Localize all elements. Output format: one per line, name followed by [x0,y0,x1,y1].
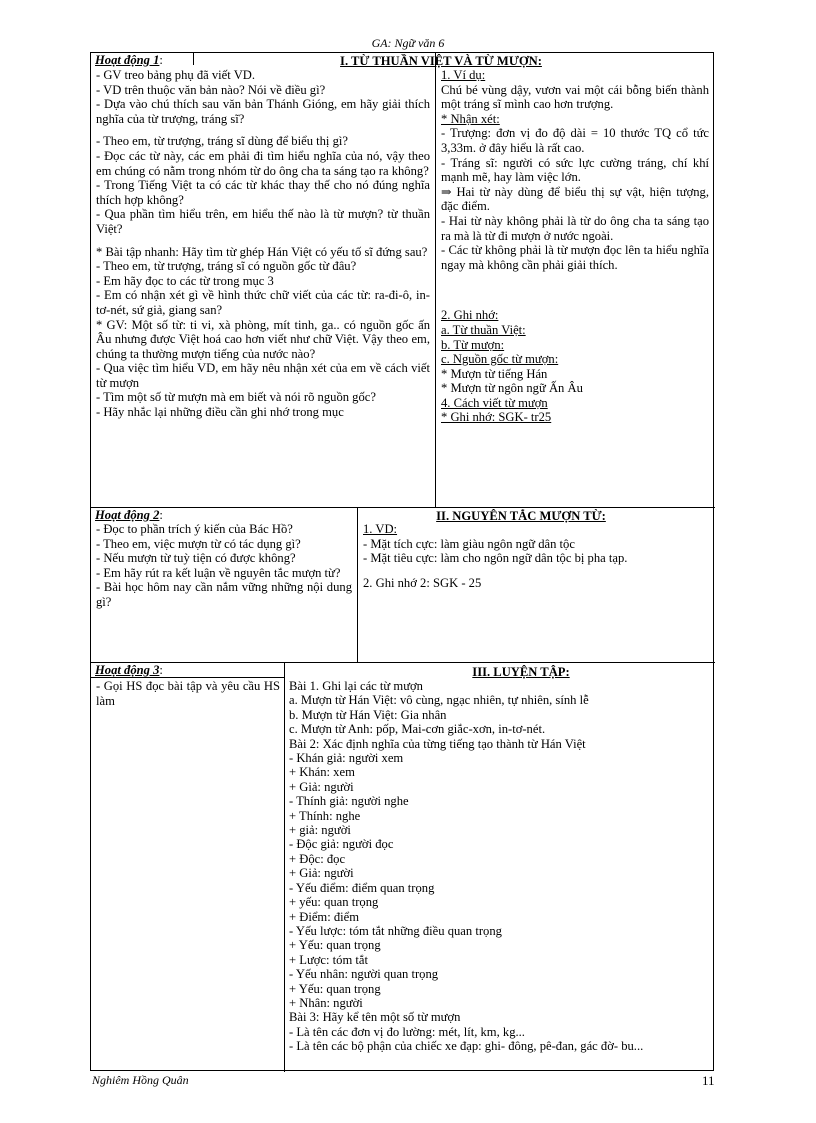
question-line: - Theo em, từ trượng, tráng sĩ dùng để biểu thị gì? [96,134,348,149]
section-1-title: I. TỪ THUẦN VIỆT VÀ TỪ MƯỢN: [340,54,542,68]
content-line: a. Mượn từ Hán Việt: vô cùng, ngạc nhiên, tự nhiên, sính lễ [289,693,589,708]
content-line: - Yếu lược: tóm tắt những điều quan trọng [289,923,502,938]
page-number: 11 [702,1073,715,1088]
content-line: - Độc giả: người đọc [289,837,394,852]
content-line: + Nhân: người [289,995,363,1010]
content-line: ⇒ Hai từ này dùng để biểu thị sự vật, hiện tượng, đặc điểm. [441,184,709,214]
content-line: - Mặt tiêu cực: làm cho ngôn ngữ dân tộc bị pha tạp. [363,551,628,566]
page-header: GA: Ngữ văn 6 [371,36,445,50]
content-line: - Các từ không phải là từ mượn đọc lên ta hiểu nghĩa ngay mà không cần phải giải thích. [441,243,709,272]
content-line: - Trượng: đơn vị đo độ dài = 10 thước TQ cổ tức 3,33m. ở đây hiểu là rất cao. [441,126,709,155]
content-line: 1. VD: [363,522,398,536]
section-3-title: III. LUYỆN TẬP: [472,665,570,679]
question-line: - Em có nhận xét gì về hình thức chữ viết của các từ: ra-đi-ô, in-tơ-nét, sứ giả, giang san? [96,288,430,317]
content-line: * Ghi nhớ: SGK- tr25 [441,410,552,425]
question-line: - Theo em, việc mượn từ có tác dụng gì? [96,536,301,551]
content-line: - Yếu nhân: người quan trọng [289,967,439,982]
section-3-content-column [289,679,711,1071]
content-line: 2. Ghi nhớ 2: SGK - 25 [363,575,482,590]
content-line: + Giả: người [289,779,354,794]
question-line: - Dựa vào chú thích sau văn bản Thánh Gióng, em hãy giải thích nghĩa của từ trượng, tráng sĩ? [96,97,430,126]
question-line: - Trong Tiếng Việt ta có các từ khác thay thế cho nó đúng nghĩa thích hợp không? [96,178,430,207]
content-line: - Tráng sĩ: người có sức lực cường tráng, chí khí mạnh mẽ, hay làm việc lớn. [441,155,709,185]
content-line: + Khán: xem [289,765,355,780]
content-line: Bài 2: Xác định nghĩa của từng tiếng tạo thành từ Hán Việt [289,736,586,751]
question-line: - Nếu mượn từ tuỳ tiện có được không? [96,551,296,566]
section-2-teacher-column [96,522,352,662]
content-line: + Độc: đọc [289,851,346,866]
content-line: 1. Ví dụ: [441,68,486,82]
question-line: - Theo em, từ trượng, tráng sĩ có nguồn gốc từ đâu? [96,259,357,274]
content-line: - Là tên các bộ phận của chiếc xe đạp: ghi- đông, pê-đan, gác đờ- bu... [289,1039,644,1054]
content-line: + Yếu: quan trọng [289,981,381,996]
activity-2-label: Hoạt động 2 [95,508,160,522]
content-line: - Hai từ này không phải là từ do ông cha ta sáng tạo ra mà là từ đi mượn ở nước ngoài. [441,213,709,243]
question-line: - Em hãy đọc to các từ trong mục 3 [96,273,274,288]
section-2-title: II. NGUYÊN TẮC MƯỢN TỪ: [436,509,606,523]
content-line: b. Từ mượn: [441,337,505,352]
divider [435,53,436,507]
question-line: - Qua việc tìm hiểu VD, em hãy nêu nhận xét của em về cách viết từ mượn [96,361,430,390]
content-line: + Lược: tóm tắt [289,952,368,967]
section-1-content-column [441,68,709,506]
section-3-teacher-column [96,679,280,719]
question-line: - Hãy nhắc lại những điều cần ghi nhớ trong mục [96,405,344,420]
section-1-teacher-column [96,68,430,506]
content-line: + yếu: quan trọng [289,895,379,910]
content-line: a. Từ thuần Việt: [441,322,526,337]
question-line: - Bài học hôm nay cần nắm vững những nội dung gì? [96,580,352,609]
section-2-content-column [363,522,709,662]
divider [91,677,284,678]
content-line: Bài 1. Ghi lại các từ mượn [289,679,423,693]
content-line: * Mượn từ tiếng Hán [441,366,548,381]
content-line: 4. Cách viết từ mượn [441,395,548,410]
content-line: + giả: người [289,823,351,838]
question-line: - Tìm một số từ mượn mà em biết và nói rõ nguồn gốc? [96,390,376,405]
content-line: * Nhận xét: [441,111,500,126]
content-line: + Thính: nghe [289,808,361,823]
content-line: 2. Ghi nhớ: [441,308,499,323]
question-line: - Đọc to phần trích ý kiến của Bác Hồ? [96,522,293,536]
content-line: + Điểm: điểm [289,909,360,924]
divider [284,662,285,1072]
content-line: b. Mượn từ Hán Việt: Gia nhân [289,707,447,722]
content-line: Chú bé vùng dậy, vươn vai một cái bỗng biến thành một tráng sĩ mình cao hơn trượng. [441,82,709,112]
content-line: * Mượn từ ngôn ngữ Ấn Âu [441,381,583,396]
content-line: - Là tên các đơn vị đo lường: mét, lít, km, kg... [289,1024,525,1039]
content-line: c. Nguồn gốc từ mượn: [441,352,559,367]
content-line: + Giả: người [289,866,354,881]
author-name: Nghiêm Hồng Quân [92,1073,189,1087]
activity-1-label: Hoạt động 1 [95,53,160,67]
content-line: Bài 3: Hãy kể tên một số từ mượn [289,1010,461,1025]
question-line: - Gọi HS đọc bài tập và yêu cầu HS làm [96,679,280,708]
question-line: * GV: Một số từ: ti vi, xà phòng, mít tinh, ga.. có nguồn gốc ấn Âu nhưng được Việt hoá cao hơn viết như chữ Việt. Vậy theo em, chúng ta thường mượn tiếng của nước nào? [96,317,430,361]
lesson-table: Hoạt động 1: I. TỪ THUẦN VIỆT VÀ TỪ MƯỢN: - GV treo bảng phụ đã viết VD. - VD trên thuộc văn bản nào? Nói về điều gì? - Dựa vào chú thích sau văn bản Thánh Gióng, em hãy giải thích nghĩa của từ trượng, tráng sĩ? - Theo em, từ trượng, tráng sĩ dùng để biểu thị gì? - Đọc các từ này, các em phải đi tìm hiểu nghĩa của nó, vậy theo em chúng có nằm trong nhóm từ do ông cha ta sáng tạo ra không? - Trong Tiếng Việt ta có các từ khác thay thế cho nó đúng nghĩa thích hợp không? - Qua phần tìm hiểu trên, em hiểu thế nào là từ mượn? từ thuần Việt? * Bài tập nhanh: Hãy tìm từ ghép Hán Việt có yếu tố sĩ đứng sau? - Theo em, từ trượng, tráng sĩ có nguồn gốc từ đâu? - Em hãy đọc to các từ trong mục 3 - Em có nhận xét gì về hình thức chữ viết của các từ: ra-đi-ô, in-tơ-nét, sứ giả, giang san? * GV: Một số từ: ti vi, xà phòng, mít tinh, ga.. có nguồn gốc ấn Âu nhưng được Việt hoá cao hơn viết như chữ Việt. Vậy theo em, chúng ta thường mượn tiếng của nước nào? - Qua việc tìm hiểu VD, em hãy nêu nhận xét của em về cách viết từ mượn - Tìm một số từ mượn mà em biết và nói rõ nguồn gốc? - Hãy nhắc lại những điều cần ghi nhớ trong mục 1. Ví dụ: Chú bé vùng dậy, vươn vai một cái bỗng biến thành một tráng sĩ mình cao hơn trượng. * Nhận xét: - Trượng: đơn vị đo độ dài = 10 thước TQ cổ tức 3,33m. ở đây hiểu là rất cao. - Tráng sĩ: người có sức lực cường tráng, chí khí mạnh mẽ, hay làm việc lớn. ⇒ Hai từ này dùng để biểu thị sự vật, hiện tượng, đặc điểm. - Hai từ này không phải là từ do ông cha ta sáng tạo ra mà là từ đi mượn ở nước ngoài. - Các từ không phải là từ mượn đọc lên ta hiểu nghĩa ngay mà không cần phải giải thích. 2. Ghi nhớ: a. Từ thuần Việt: b. Từ mượn: c. Nguồn gốc từ mượn: * Mượn từ tiếng Hán * Mượn từ ngôn ngữ Ấn Âu 4. Cách viết từ mượn * Ghi nhớ: SGK- tr25 Hoạt động 2: II. NGUYÊN TẮC MƯỢN TỪ: - Đọc to phần trích ý kiến của Bác Hồ? - Theo em, việc mượn từ có tác dụng gì? - Nếu mượn từ tuỳ tiện có được không? - Em hãy rút ra kết luận về nguyên tắc mượn từ? - Bài học hôm nay cần nắm vững những nội dung gì? 1. VD: - Mặt tích cực: làm giàu ngôn ngữ dân tộc - Mặt tiêu cực: làm cho ngôn ngữ dân tộc bị pha tạp. 2. Ghi nhớ 2: SGK - 25 Hoạt động 3: III. LUYỆN TẬP: - Gọi HS đọc bài tập và yêu cầu HS làm Bài 1. Ghi lại các từ mượn a. Mượn từ Hán Việt: vô cùng, ngạc nhiên, tự nhiên, sính lễ b. Mượn từ Hán Việt: Gia nhân c. Mượn từ Anh: pốp, Mai-cơn giắc-xơn, in-tơ-nét. Bài 2: Xác định nghĩa của từng tiếng tạo thành từ Hán Việt - Khán giả: người xem + Khán: xem + Giả: người - Thính giả: người nghe + Thính: nghe + giả: người - Độc giả: người đọc + Độc: đọc + Giả: người - Yếu điểm: điểm quan trọng + yếu: quan trọng + Điểm: điểm - Yếu lược: tóm tắt những điều quan trọng + Yếu: quan trọng + Lược: tóm tắt - Yếu nhân: người quan trọng + Yếu: quan trọng + Nhân: người Bài 3: Hãy kể tên một số từ mượn - Là tên các đơn vị đo lường: mét, lít, km, kg... - Là tên các bộ phận của chiếc xe đạp: ghi- đông, pê-đan, gác đờ- bu... [90,52,714,1071]
divider [357,507,358,662]
question-line: - Em hãy rút ra kết luận về nguyên tắc mượn từ? [96,565,341,580]
content-line: - Mặt tích cực: làm giàu ngôn ngữ dân tộc [363,536,575,551]
content-line: - Thính giả: người nghe [289,794,409,809]
question-line: * Bài tập nhanh: Hãy tìm từ ghép Hán Việt có yếu tố sĩ đứng sau? [96,244,428,259]
content-line: c. Mượn từ Anh: pốp, Mai-cơn giắc-xơn, in-tơ-nét. [289,722,546,737]
question-line: - Đọc các từ này, các em phải đi tìm hiểu nghĩa của nó, vậy theo em chúng có nằm trong nhóm từ do ông cha ta sáng tạo ra không? [96,148,430,178]
question-line: - GV treo bảng phụ đã viết VD. [96,68,256,82]
question-line: - Qua phần tìm hiểu trên, em hiểu thế nào là từ mượn? từ thuần Việt? [96,207,430,236]
content-line: - Khán giả: người xem [289,751,404,766]
activity-3-label: Hoạt động 3 [95,663,160,677]
question-line: - VD trên thuộc văn bản nào? Nói về điều gì? [96,82,326,97]
content-line: - Yếu điểm: điểm quan trọng [289,880,435,895]
content-line: + Yếu: quan trọng [289,938,381,953]
